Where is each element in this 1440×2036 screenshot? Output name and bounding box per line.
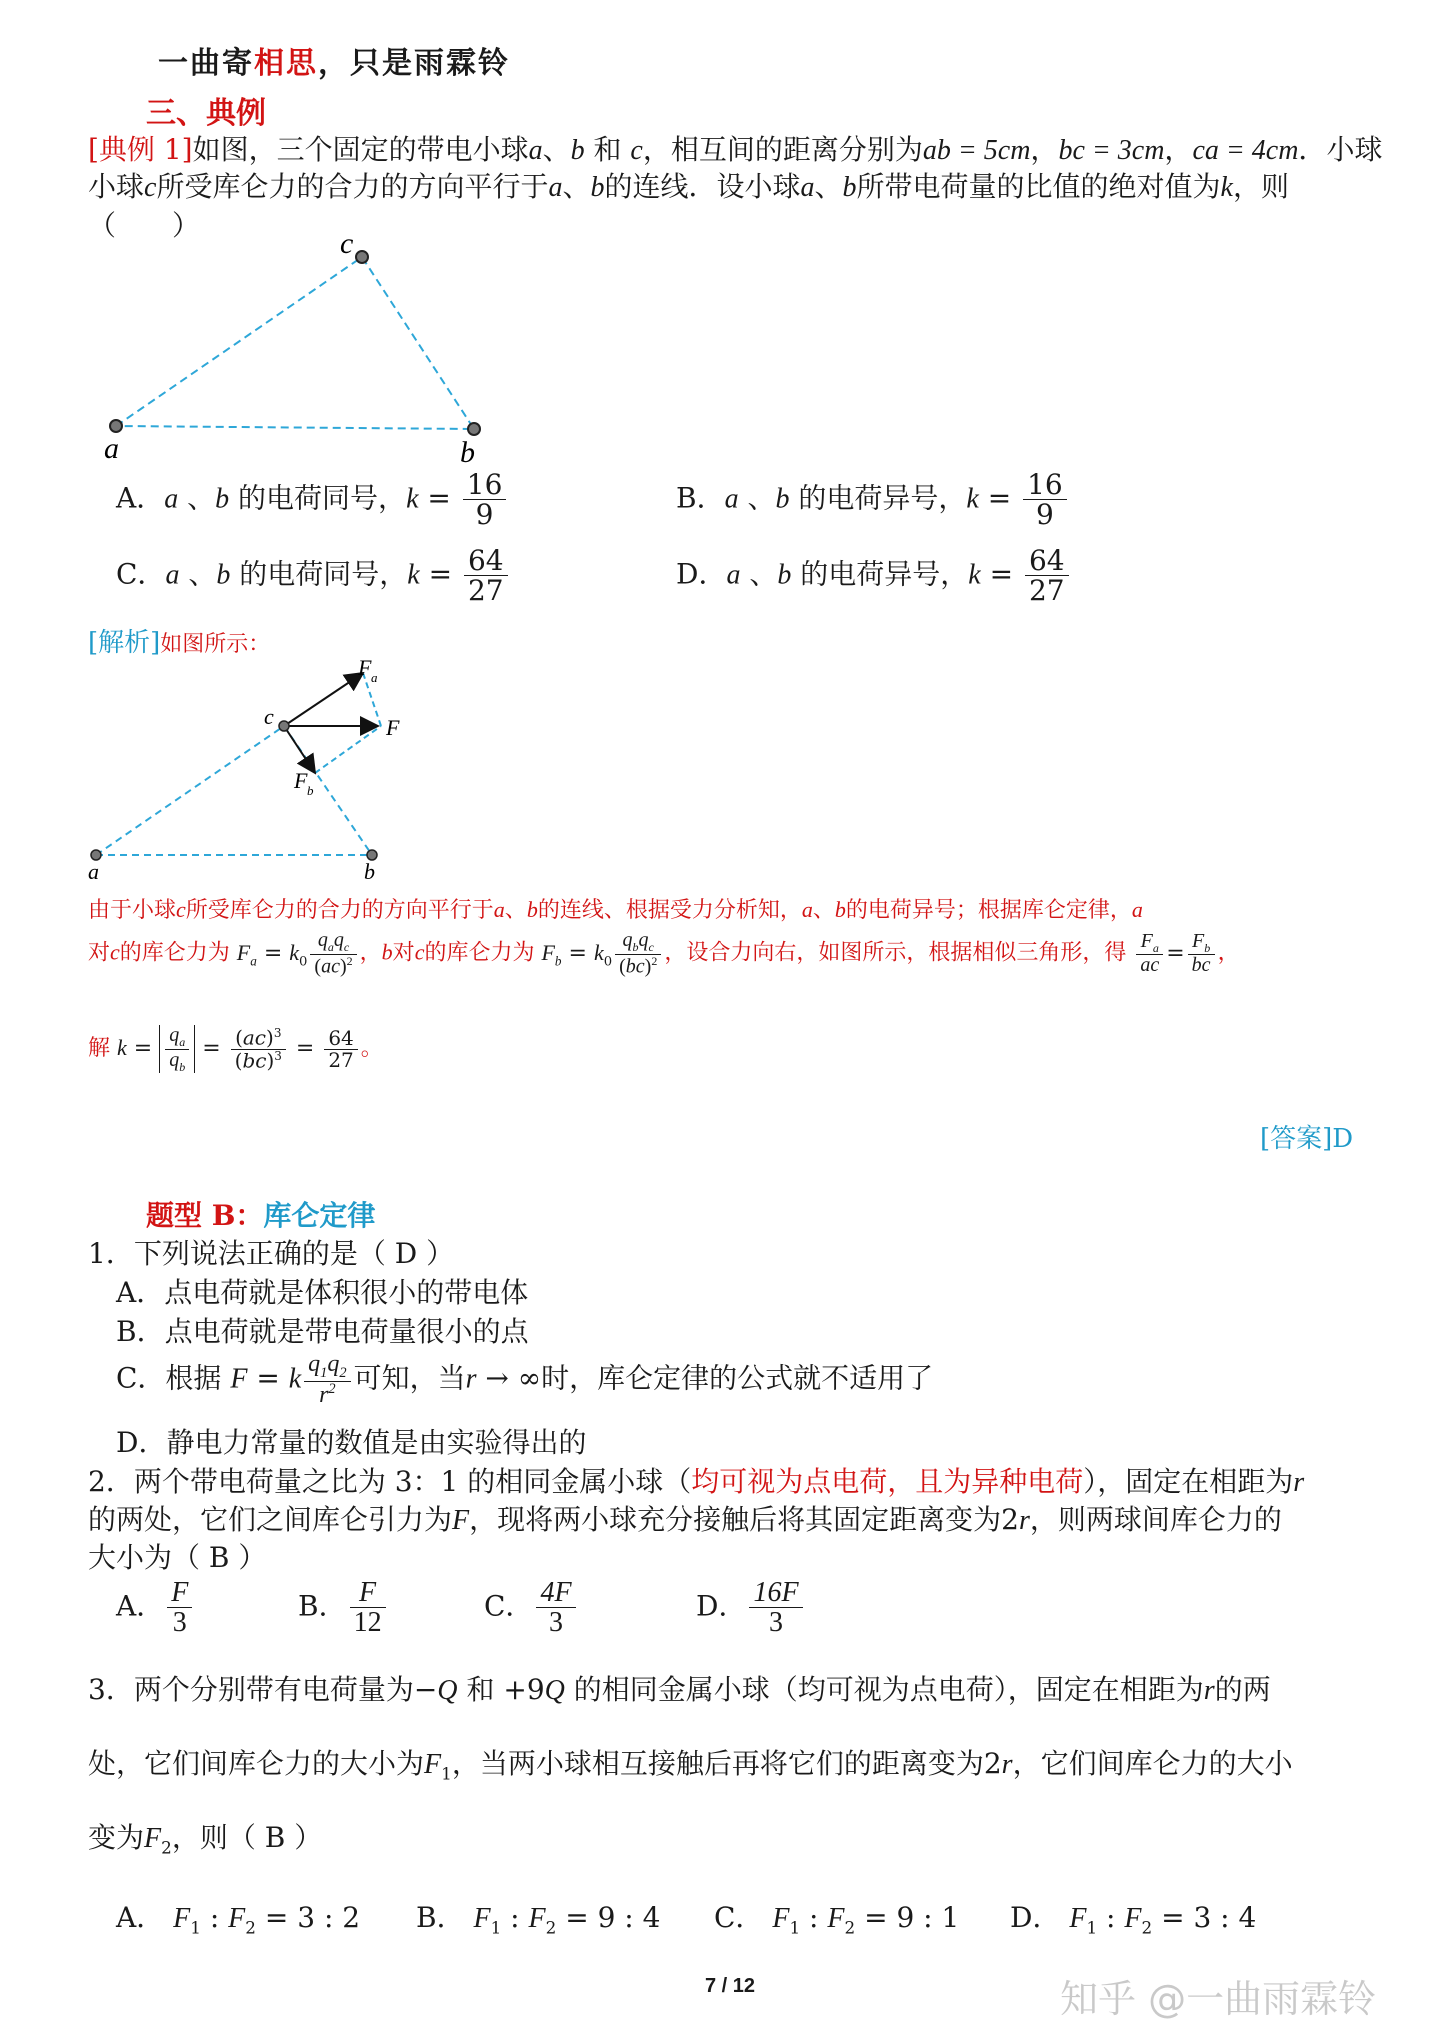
option-letter: D． bbox=[1010, 1901, 1061, 1934]
analysis-text: 由于小球 bbox=[88, 898, 177, 923]
q2-text: 2．两个带电荷量之比为 3：1 的相同金属小球（ bbox=[88, 1465, 692, 1498]
frac-num: 64 bbox=[1025, 546, 1069, 576]
example-tag: [典例 1] bbox=[88, 133, 193, 166]
distance-ca: ca = 4cm bbox=[1192, 135, 1299, 166]
frac-den: 3 bbox=[769, 1607, 783, 1639]
frac-num: 4F bbox=[536, 1578, 575, 1608]
analysis-line-1: 由于小球c所受库仑力的合力的方向平行于a、b的连线、根据受力分析知，a、b的电荷异号；根据库仑定律，a bbox=[88, 897, 1143, 923]
page-header bbox=[158, 38, 510, 82]
ball-b bbox=[468, 423, 480, 435]
frac-den: 27 bbox=[467, 574, 504, 608]
option-text: 的电荷异号， bbox=[800, 557, 969, 591]
option-letter: C． bbox=[714, 1901, 764, 1934]
typeB-title-blue: 库仑定律 bbox=[263, 1199, 376, 1232]
q2-option-b bbox=[298, 1578, 389, 1638]
option-letter: A． bbox=[116, 1901, 165, 1934]
label-b: b bbox=[460, 436, 475, 469]
option-text: 的电荷异号， bbox=[798, 481, 967, 515]
option-letter: D． bbox=[696, 1589, 747, 1623]
example-paren: （ ） bbox=[88, 209, 201, 242]
fig2-label-Fa: F bbox=[358, 655, 372, 680]
frac-den: 3 bbox=[548, 1607, 563, 1639]
analysis-intro: 如图所示： bbox=[160, 632, 271, 657]
example-option-d: D．a 、b 的电荷异号，k = $\frac{64}{27}$ bbox=[676, 546, 1072, 606]
example-text: ，相互间的距离分别为 bbox=[642, 133, 923, 166]
example-line-1: [典例 1]如图，三个固定的带电小球a、b 和 c，相互间的距离分别为ab = 5cm，bc = 3cm，ca = 4cm．小球 bbox=[88, 133, 1383, 166]
q1-option-a: A．点电荷就是体积很小的带电体 bbox=[116, 1276, 529, 1309]
example-text: 小球 bbox=[88, 170, 145, 203]
ball-a bbox=[110, 420, 122, 432]
q1-c-text: 时，库仑定律的公式就不适用了 bbox=[541, 1361, 934, 1395]
label-c: c bbox=[340, 230, 354, 260]
q2-text-red: 均可视为点电荷，且为异种电荷 bbox=[691, 1465, 1084, 1498]
analysis-text: 的库仑力为 bbox=[424, 940, 535, 966]
example-text: 的连线．设小球 bbox=[604, 170, 801, 203]
triangle-dashed-lines bbox=[116, 257, 474, 429]
q3-text: ，当两小球相互接触后再将它们的距离变为 bbox=[451, 1747, 984, 1780]
option-letter: C． bbox=[484, 1589, 534, 1623]
q2-option-a bbox=[116, 1578, 195, 1638]
q3-text: ，它们间库仑力的大小 bbox=[1012, 1747, 1293, 1780]
analysis-text: 对 bbox=[88, 940, 111, 966]
q1-option-c: C．根据 F = k $\frac{q_1q_2}{r^2}$ 可知，当r → ∞时，库仑定律的公式就不适用了 bbox=[116, 1351, 934, 1408]
fig2-label-Fb-sub: b bbox=[307, 783, 314, 798]
q3-text: 处，它们间库仑力的大小为 bbox=[88, 1747, 425, 1780]
frac-den: 12 bbox=[353, 1607, 382, 1639]
q3-text: 3．两个分别带有电荷量为 bbox=[88, 1673, 414, 1706]
frac-num: 16 bbox=[463, 470, 507, 500]
fig2-label-c: c bbox=[264, 704, 274, 729]
example-option-a: A．a 、b 的电荷同号，k = $\frac{16}{9}$ bbox=[116, 470, 509, 530]
q3-line-1: 3．两个分别带有电荷量为−Q 和 +9Q 的相同金属小球（均可视为点电荷），固定在相距为r的两 bbox=[88, 1673, 1271, 1706]
analysis-text: 所受库仑力的合力的方向平行于 bbox=[185, 898, 494, 923]
frac-den: 27 bbox=[1028, 574, 1065, 608]
q2-text: ），固定在相距为 bbox=[1083, 1465, 1294, 1498]
q3-option-a: A． $F_1$ : $F_2 = 3$ : 2 bbox=[116, 1901, 361, 1938]
q3-text: 的两 bbox=[1214, 1673, 1271, 1706]
frac-den: 9 bbox=[1036, 498, 1054, 532]
option-letter: B． bbox=[676, 481, 725, 515]
q3-option-c: C． $F_1$ : $F_2 = 9$ : 1 bbox=[714, 1901, 960, 1938]
q2-option-c bbox=[484, 1578, 579, 1638]
analysis-text: 的电荷异号；根据库仑定律， bbox=[845, 898, 1132, 923]
q3-text: 的相同金属小球（均可视为点电荷），固定在相距为 bbox=[573, 1673, 1204, 1706]
q3-text: ，则（ B ） bbox=[171, 1821, 323, 1854]
distance-ab: ab = 5cm bbox=[922, 135, 1031, 166]
example-text: 如图，三个固定的带电小球 bbox=[192, 133, 529, 166]
option-text: 的电荷同号， bbox=[239, 557, 408, 591]
distance-bc: bc = 3cm bbox=[1058, 135, 1165, 166]
example-text: ，则 bbox=[1232, 170, 1289, 203]
option-letter: A． bbox=[116, 481, 165, 515]
typeB-title-red: 题型 B： bbox=[146, 1199, 264, 1232]
q3-text: 变为 bbox=[88, 1821, 145, 1854]
fig2-label-Fb: F bbox=[294, 768, 308, 793]
example-text: 所带电荷量的比值的绝对值为 bbox=[856, 170, 1221, 203]
analysis-tag: [解析] bbox=[88, 628, 161, 658]
q2-line-3: 大小为（ B ） bbox=[88, 1541, 267, 1574]
triangle-figure bbox=[90, 230, 510, 470]
example-option-b: B．a 、b 的电荷异号，k = $\frac{16}{9}$ bbox=[676, 470, 1070, 530]
analysis-text: 对 bbox=[392, 940, 415, 966]
ball-c bbox=[356, 251, 368, 263]
q3-line-2: 处，它们间库仑力的大小为$F_1$，当两小球相互接触后再将它们的距离变为2r，它们间库仑力的大小 bbox=[88, 1747, 1293, 1784]
analysis-text: 解 bbox=[88, 1036, 111, 1062]
q3-text: 和 bbox=[466, 1673, 495, 1706]
header-text-3: ，只是雨霖铃 bbox=[318, 46, 510, 81]
option-letter: C． bbox=[116, 557, 166, 591]
analysis-end: 。 bbox=[360, 1036, 383, 1062]
q2-line-2: 的两处，它们之间库仑引力为F，现将两小球充分接触后将其固定距离变为2r，则两球间库仑力的 bbox=[88, 1503, 1282, 1536]
answer-label: [答案]D bbox=[1260, 1124, 1354, 1154]
q2-option-d bbox=[696, 1578, 806, 1638]
q3-line-3: 变为$F_2$，则（ B ） bbox=[88, 1821, 323, 1858]
option-letter: A． bbox=[116, 1589, 165, 1623]
label-a: a bbox=[104, 432, 119, 465]
page-number: 7 / 12 bbox=[705, 1975, 756, 1997]
fig2-label-Fa-sub: a bbox=[371, 670, 378, 685]
ratio-value: 3 : 2 bbox=[297, 1901, 361, 1934]
q1-c-text: C．根据 bbox=[116, 1361, 222, 1395]
section-title: 三、典例 bbox=[146, 96, 266, 131]
header-text-1: 一曲寄 bbox=[158, 46, 254, 81]
frac-num: F bbox=[167, 1578, 192, 1608]
frac-num: 16 bbox=[1023, 470, 1067, 500]
frac-num: F bbox=[350, 1578, 386, 1608]
fig2-label-b: b bbox=[364, 859, 375, 884]
q1-option-d: D．静电力常量的数值是由实验得出的 bbox=[116, 1426, 587, 1459]
q3-option-b: B． $F_1$ : $F_2 = 9$ : 4 bbox=[416, 1901, 661, 1938]
watermark: 知乎 @一曲雨霖铃 bbox=[1060, 1977, 1377, 2021]
header-text-2: 相思 bbox=[254, 46, 318, 81]
q1-stem: 1．下列说法正确的是（ D ） bbox=[88, 1237, 455, 1270]
force-figure bbox=[88, 655, 428, 885]
frac-den: 9 bbox=[475, 498, 494, 532]
analysis-text: ， bbox=[359, 940, 382, 966]
q3-option-d: D． $F_1$ : $F_2 = 3$ : 4 bbox=[1010, 1901, 1257, 1938]
frac-num: 16F bbox=[749, 1578, 802, 1608]
ratio-value: 9 : 1 bbox=[896, 1901, 960, 1934]
force-fa-arrow bbox=[284, 673, 363, 726]
analysis-text: ，设合力向右，如图所示，根据相似三角形，得 bbox=[664, 940, 1127, 966]
ratio-value: 9 : 4 bbox=[597, 1901, 661, 1934]
frac-den: 3 bbox=[172, 1607, 187, 1639]
q2-text: ，现将两小球充分接触后将其固定距离变为 bbox=[469, 1503, 1002, 1536]
analysis-text: 的连线、根据受力分析知， bbox=[537, 898, 802, 923]
analysis-line-3: 解 k = $\frac{q_a}{q_b}$ = $\frac{(ac)^3}{(bc)^3}$ = $\frac{64}{27}$ 。 bbox=[88, 1024, 383, 1074]
analysis-line-2: 对c的库仑力为 $F_a = k_0$ $\frac{q_aq_c}{(ac)^2}$ ，b对c的库仑力为 $F_b = k_0$ $\frac{q_bq_c}{(bc)^2}$ ，设合力向右，如图所示，根据相似三角形，得 $\frac{F_a}{ac}$ = $\frac{F_b}{bc}$ ， bbox=[88, 929, 1240, 978]
analysis-heading bbox=[88, 622, 270, 659]
option-letter: B． bbox=[416, 1901, 465, 1934]
frac-num: 64 bbox=[464, 546, 508, 576]
q1-option-b: B．点电荷就是带电荷量很小的点 bbox=[116, 1315, 529, 1348]
q1-c-text: 可知，当 bbox=[353, 1361, 466, 1395]
option-letter: D． bbox=[676, 557, 727, 591]
fig2-label-F: F bbox=[386, 715, 400, 740]
option-text: 的电荷同号， bbox=[238, 481, 407, 515]
q2-text: 的两处，它们之间库仑引力为 bbox=[88, 1503, 453, 1536]
q2-text: ，则两球间库仑力的 bbox=[1029, 1503, 1282, 1536]
example-option-c: C．a 、b 的电荷同号，k = $\frac{64}{27}$ bbox=[116, 546, 511, 606]
ratio-value: 3 : 4 bbox=[1193, 1901, 1257, 1934]
q2-line-1: 2．两个带电荷量之比为 3：1 的相同金属小球（均可视为点电荷，且为异种电荷），固定在相距为r bbox=[88, 1465, 1305, 1498]
example-text: 小球 bbox=[1326, 133, 1383, 166]
typeB-title bbox=[146, 1194, 375, 1234]
example-text: 所受库仑力的合力的方向平行于 bbox=[156, 170, 549, 203]
option-letter: B． bbox=[298, 1589, 347, 1623]
force-fb-arrow bbox=[284, 726, 315, 773]
example-line-2: 小球c所受库仑力的合力的方向平行于a、b的连线．设小球a、b所带电荷量的比值的绝对值为k，则 bbox=[88, 170, 1289, 203]
fig2-label-a: a bbox=[88, 859, 99, 884]
analysis-text: 的库仑力为 bbox=[119, 940, 230, 966]
